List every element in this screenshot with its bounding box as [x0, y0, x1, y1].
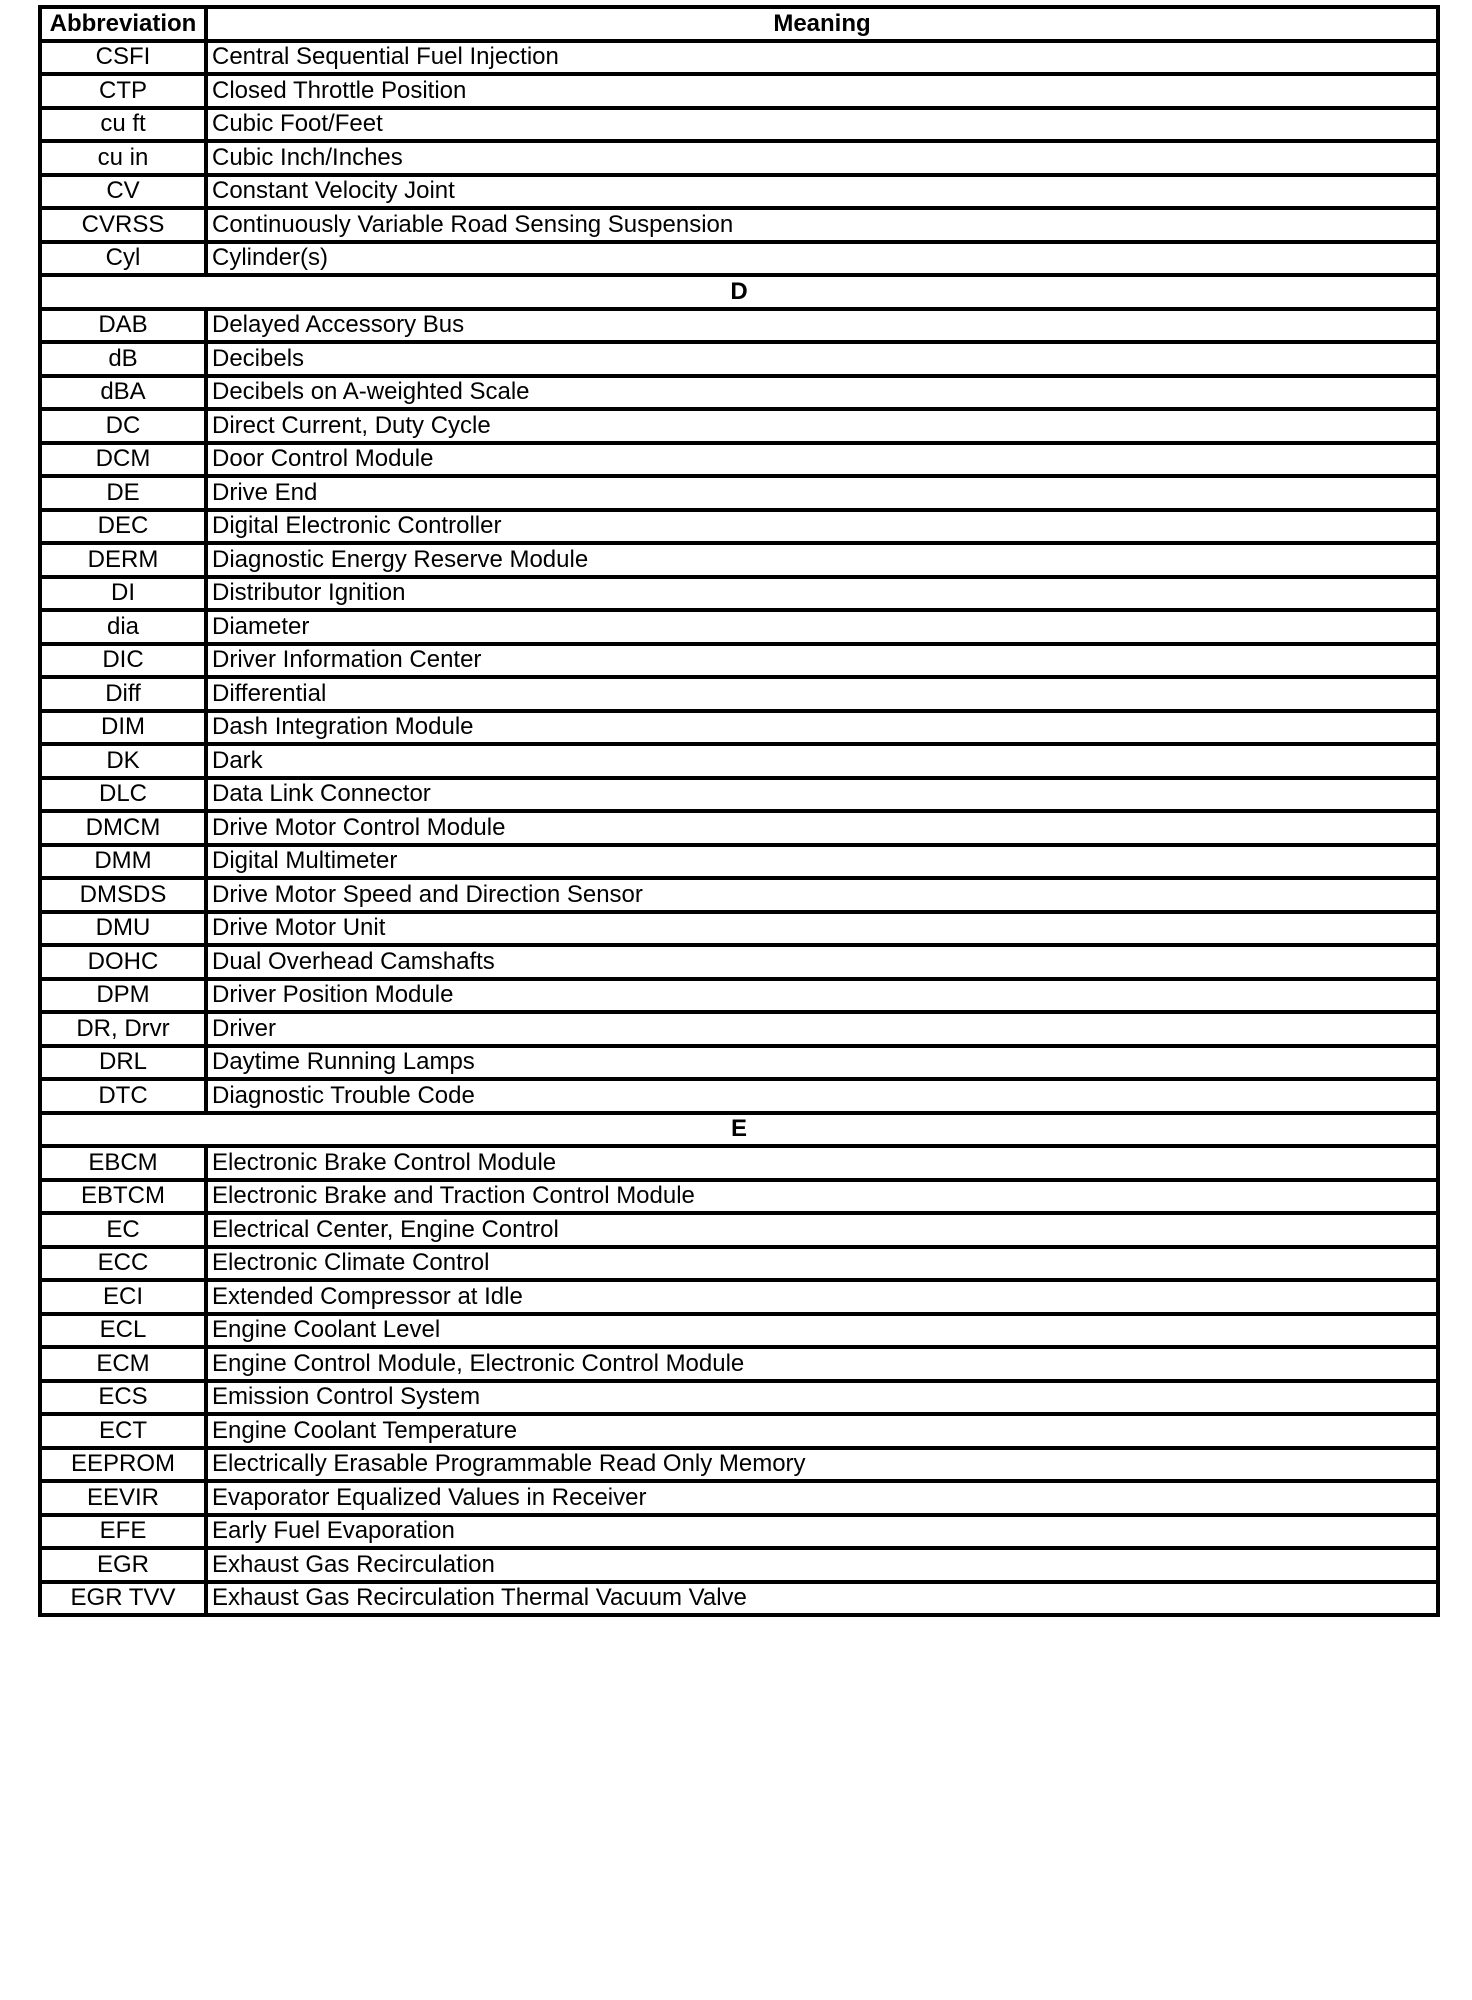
table-row: [40, 1180, 1438, 1214]
table-row: [40, 1448, 1438, 1482]
abbreviation-cell: cu in: [40, 141, 206, 175]
meaning-cell: Dual Overhead Camshafts: [206, 945, 1438, 979]
abbreviation-cell: ECM: [40, 1347, 206, 1381]
meaning-cell: Driver: [206, 1012, 1438, 1046]
meaning-cell: Dash Integration Module: [206, 711, 1438, 745]
table-row: [40, 108, 1438, 142]
meaning-cell: Diagnostic Trouble Code: [206, 1079, 1438, 1113]
meaning-cell: Electrical Center, Engine Control: [206, 1213, 1438, 1247]
table-row: [40, 778, 1438, 812]
meaning-cell: Engine Control Module, Electronic Control Module: [206, 1347, 1438, 1381]
meaning-cell: Electronic Climate Control: [206, 1247, 1438, 1281]
table-row: [40, 1548, 1438, 1582]
table-row: [40, 1146, 1438, 1180]
abbreviation-cell: dia: [40, 610, 206, 644]
section-heading: D: [40, 275, 1438, 309]
table-row: [40, 610, 1438, 644]
abbreviation-cell: Diff: [40, 677, 206, 711]
table-row: [40, 912, 1438, 946]
abbreviation-cell: DMSDS: [40, 878, 206, 912]
meaning-cell: Drive End: [206, 476, 1438, 510]
meaning-cell: Central Sequential Fuel Injection: [206, 41, 1438, 75]
abbreviation-cell: dBA: [40, 376, 206, 410]
table-row: [40, 711, 1438, 745]
meaning-cell: Door Control Module: [206, 443, 1438, 477]
table-row: [40, 1213, 1438, 1247]
meaning-cell: Decibels on A-weighted Scale: [206, 376, 1438, 410]
table-row: [40, 175, 1438, 209]
table-row: [40, 845, 1438, 879]
abbreviation-cell: DMM: [40, 845, 206, 879]
abbreviation-cell: EGR TVV: [40, 1582, 206, 1616]
table-row: [40, 1347, 1438, 1381]
table-row: [40, 1381, 1438, 1415]
meaning-cell: Constant Velocity Joint: [206, 175, 1438, 209]
meaning-cell: Digital Electronic Controller: [206, 510, 1438, 544]
meaning-cell: Continuously Variable Road Sensing Suspension: [206, 208, 1438, 242]
abbreviation-cell: ECI: [40, 1280, 206, 1314]
meaning-cell: Diagnostic Energy Reserve Module: [206, 543, 1438, 577]
table-row: [40, 476, 1438, 510]
abbreviation-cell: dB: [40, 342, 206, 376]
abbreviation-cell: CVRSS: [40, 208, 206, 242]
meaning-cell: Exhaust Gas Recirculation Thermal Vacuum Valve: [206, 1582, 1438, 1616]
abbreviation-cell: EEVIR: [40, 1481, 206, 1515]
meaning-cell: Closed Throttle Position: [206, 74, 1438, 108]
meaning-cell: Direct Current, Duty Cycle: [206, 409, 1438, 443]
abbreviation-cell: DLC: [40, 778, 206, 812]
table-row: [40, 811, 1438, 845]
table-row: [40, 1079, 1438, 1113]
abbreviation-cell: EGR: [40, 1548, 206, 1582]
abbreviation-cell: DMCM: [40, 811, 206, 845]
meaning-cell: Decibels: [206, 342, 1438, 376]
table-row: [40, 1280, 1438, 1314]
table-row: [40, 945, 1438, 979]
abbreviation-cell: cu ft: [40, 108, 206, 142]
abbreviation-cell: DI: [40, 577, 206, 611]
abbreviation-cell: DMU: [40, 912, 206, 946]
abbreviation-cell: DE: [40, 476, 206, 510]
table-row: [40, 677, 1438, 711]
meaning-cell: Data Link Connector: [206, 778, 1438, 812]
abbreviation-cell: DC: [40, 409, 206, 443]
section-heading: E: [40, 1113, 1438, 1147]
abbreviation-cell: DK: [40, 744, 206, 778]
abbreviation-cell: DOHC: [40, 945, 206, 979]
meaning-cell: Drive Motor Unit: [206, 912, 1438, 946]
abbreviation-cell: DERM: [40, 543, 206, 577]
abbreviation-cell: EBCM: [40, 1146, 206, 1180]
meaning-cell: Engine Coolant Level: [206, 1314, 1438, 1348]
meaning-cell: Driver Information Center: [206, 644, 1438, 678]
table-row: [40, 443, 1438, 477]
meaning-cell: Distributor Ignition: [206, 577, 1438, 611]
meaning-cell: Cubic Inch/Inches: [206, 141, 1438, 175]
table-row: [40, 577, 1438, 611]
table-row: [40, 543, 1438, 577]
table-row: [40, 208, 1438, 242]
abbreviation-table: [38, 5, 1440, 1617]
abbreviation-cell: ECC: [40, 1247, 206, 1281]
meaning-cell: Cylinder(s): [206, 242, 1438, 276]
abbreviation-cell: EC: [40, 1213, 206, 1247]
table-row: [40, 141, 1438, 175]
table-row: [40, 74, 1438, 108]
meaning-cell: Diameter: [206, 610, 1438, 644]
table-row: [40, 510, 1438, 544]
meaning-cell: Exhaust Gas Recirculation: [206, 1548, 1438, 1582]
abbreviation-cell: ECS: [40, 1381, 206, 1415]
table-row: [40, 342, 1438, 376]
meaning-cell: Electronic Brake and Traction Control Module: [206, 1180, 1438, 1214]
table-row: [40, 1012, 1438, 1046]
abbreviation-cell: EFE: [40, 1515, 206, 1549]
meaning-cell: Driver Position Module: [206, 979, 1438, 1013]
abbreviation-cell: DAB: [40, 309, 206, 343]
header-abbreviation: Abbreviation: [40, 7, 206, 41]
table-header-row: [40, 7, 1438, 41]
meaning-cell: Daytime Running Lamps: [206, 1046, 1438, 1080]
abbreviation-cell: DIM: [40, 711, 206, 745]
abbreviation-cell: EBTCM: [40, 1180, 206, 1214]
meaning-cell: Drive Motor Speed and Direction Sensor: [206, 878, 1438, 912]
table-row: [40, 409, 1438, 443]
meaning-cell: Evaporator Equalized Values in Receiver: [206, 1481, 1438, 1515]
abbreviation-cell: DCM: [40, 443, 206, 477]
abbreviation-cell: ECT: [40, 1414, 206, 1448]
meaning-cell: Digital Multimeter: [206, 845, 1438, 879]
table-row: [40, 1247, 1438, 1281]
meaning-cell: Delayed Accessory Bus: [206, 309, 1438, 343]
abbreviation-cell: DPM: [40, 979, 206, 1013]
table-row: [40, 376, 1438, 410]
abbreviation-cell: EEPROM: [40, 1448, 206, 1482]
abbreviation-cell: DEC: [40, 510, 206, 544]
abbreviation-cell: ECL: [40, 1314, 206, 1348]
abbreviation-cell: CV: [40, 175, 206, 209]
meaning-cell: Extended Compressor at Idle: [206, 1280, 1438, 1314]
meaning-cell: Emission Control System: [206, 1381, 1438, 1415]
table-row: [40, 1481, 1438, 1515]
abbreviation-cell: DTC: [40, 1079, 206, 1113]
section-row: [40, 1113, 1438, 1147]
table-row: [40, 644, 1438, 678]
abbreviation-cell: DRL: [40, 1046, 206, 1080]
abbreviation-cell: CSFI: [40, 41, 206, 75]
table-row: [40, 744, 1438, 778]
meaning-cell: Early Fuel Evaporation: [206, 1515, 1438, 1549]
table-row: [40, 979, 1438, 1013]
table-row: [40, 309, 1438, 343]
meaning-cell: Differential: [206, 677, 1438, 711]
table-body: [40, 41, 1438, 1616]
table-row: [40, 1515, 1438, 1549]
section-row: [40, 275, 1438, 309]
abbreviation-cell: CTP: [40, 74, 206, 108]
abbreviation-cell: DIC: [40, 644, 206, 678]
abbreviation-cell: Cyl: [40, 242, 206, 276]
meaning-cell: Electronic Brake Control Module: [206, 1146, 1438, 1180]
table-row: [40, 1314, 1438, 1348]
header-meaning: Meaning: [206, 7, 1438, 41]
meaning-cell: Engine Coolant Temperature: [206, 1414, 1438, 1448]
table-row: [40, 242, 1438, 276]
table-row: [40, 878, 1438, 912]
table-row: [40, 41, 1438, 75]
meaning-cell: Electrically Erasable Programmable Read Only Memory: [206, 1448, 1438, 1482]
table-row: [40, 1046, 1438, 1080]
table-row: [40, 1414, 1438, 1448]
table-row: [40, 1582, 1438, 1616]
abbreviation-cell: DR, Drvr: [40, 1012, 206, 1046]
meaning-cell: Cubic Foot/Feet: [206, 108, 1438, 142]
meaning-cell: Dark: [206, 744, 1438, 778]
meaning-cell: Drive Motor Control Module: [206, 811, 1438, 845]
